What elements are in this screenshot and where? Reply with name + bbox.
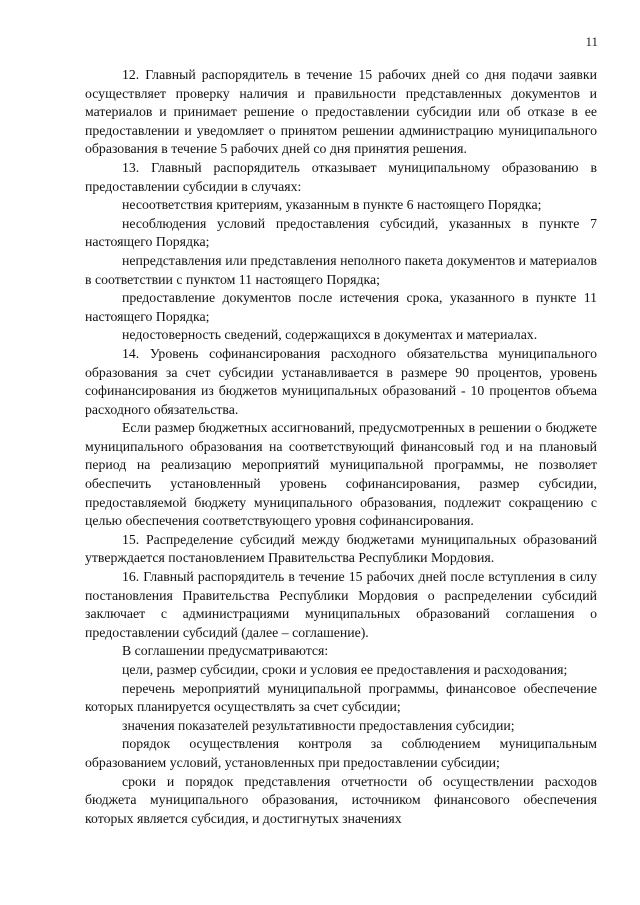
document-body (85, 66, 597, 828)
list-item: непредставления или представления неполного пакета документов и материалов в соответствии с пунктом 11 настоящего Порядка; (85, 252, 597, 287)
paragraph-15: 15. Распределение субсидий между бюджетами муниципальных образований утверждается постановлением Правительства Республики Мордовия. (85, 531, 597, 566)
list-item: несоблюдения условий предоставления субсидий, указанных в пункте 7 настоящего Порядка; (85, 215, 597, 250)
page-number: 11 (585, 34, 598, 49)
list-item: предоставление документов после истечения срока, указанного в пункте 11 настоящего Порядка; (85, 290, 597, 324)
paragraph-16-intro: В соглашении предусматриваются: (122, 643, 329, 659)
list-item: несоответствия критериям, указанным в пункте 6 настоящего Порядка; (122, 197, 542, 213)
paragraph-14: 14. Уровень софинансирования расходного обязательства муниципального образования за счет субсидии устанавливается в размере 90 процентов, уровень софинансирования из бюджетов муниципальных образований - 10 процентов объема расходного обязательства. (85, 345, 597, 417)
paragraph-16: 16. Главный распорядитель в течение 15 рабочих дней после вступления в силу постановления Правительства Республики Мордовия о распределении субсидий заключает с администрациями муниципальных образований соглашения о предоставлении субсидий (далее – соглашение). (85, 569, 597, 640)
paragraph-12: 12. Главный распорядитель в течение 15 рабочих дней со дня подачи заявки осуществляет проверку наличия и правильности представленных документов и материалов и принимает решение о предоставлении субсидии или об отказе в ее предоставлении и уведомляет о принятом решении администрацию муниципального образования в течение 5 рабочих дней со дня принятия решения. (85, 67, 597, 157)
paragraph-13: 13. Главный распорядитель отказывает муниципальному образованию в предоставлении субсидии в случаях: (85, 159, 597, 194)
list-item: сроки и порядок представления отчетности об осуществлении расходов бюджета муниципального образования, источником финансового обеспечения которых является субсидия, и достигнутых значениях (85, 773, 597, 826)
list-item: порядок осуществления контроля за соблюдением муниципальным образованием условий, установленных при предоставлении субсидии; (85, 736, 597, 770)
list-item: цели, размер субсидии, сроки и условия ее предоставления и расходования; (122, 662, 568, 677)
list-item: перечень мероприятий муниципальной программы, финансовое обеспечение которых планируется осуществлять за счет субсидии; (85, 680, 597, 715)
list-item: недостоверность сведений, содержащихся в документах и материалах. (122, 327, 538, 343)
paragraph-14-continued: Если размер бюджетных ассигнований, предусмотренных в решении о бюджете муниципального образования на соответствующий финансовый год и на плановый период на реализацию мероприятий муниципальной программы, не позволяет обеспечить установленный уровень софинансирования, размер субсидии, предоставляемой бюджету муниципального образования, подлежит сокращению с целью обеспечения соответствующего уровня софинансирования. (85, 420, 597, 529)
list-item: значения показателей результативности предоставления субсидии; (122, 717, 515, 733)
